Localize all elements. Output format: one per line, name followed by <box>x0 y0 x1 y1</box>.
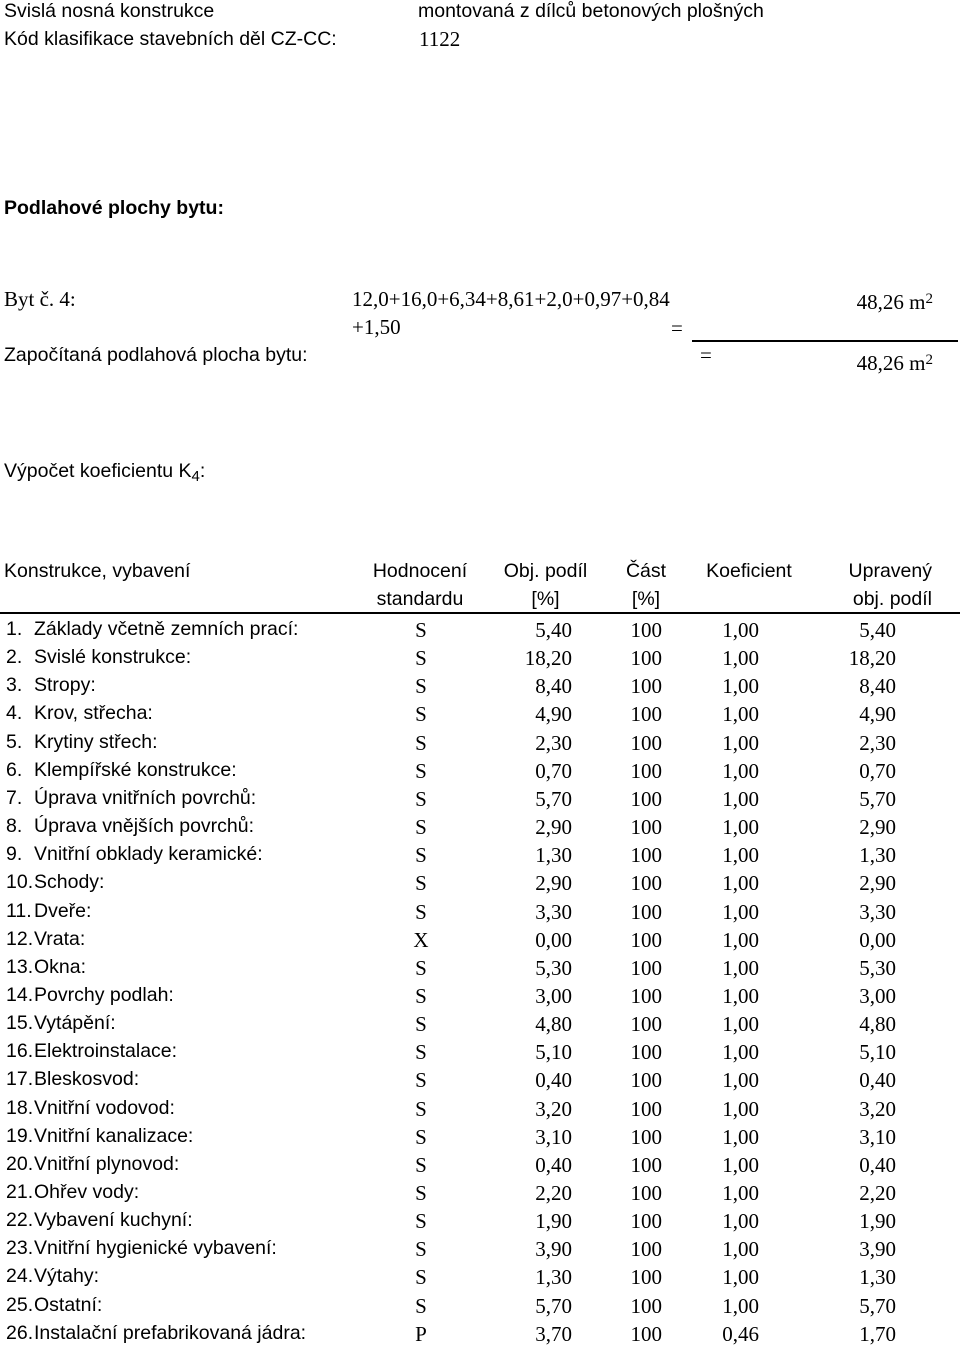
table-row <box>0 1239 960 1267</box>
row-construction: Vytápění: <box>34 1012 116 1035</box>
row-number: 15. <box>6 1012 34 1035</box>
table-row <box>0 1321 960 1352</box>
row-adjusted-share: 2,90 <box>859 815 896 840</box>
row-rating: S <box>415 1237 427 1262</box>
row-construction: Vnitřní plynovod: <box>34 1152 180 1175</box>
row-part: 100 <box>630 1321 662 1346</box>
header-part: Část <box>625 560 667 582</box>
row-coefficient: 1,00 <box>722 674 759 699</box>
table-row <box>0 1293 960 1324</box>
row-coefficient: 1,00 <box>722 1040 759 1065</box>
row-number: 11. <box>6 899 32 922</box>
table-row <box>0 1096 960 1127</box>
row-part: 100 <box>630 1012 662 1037</box>
table-row <box>0 955 960 986</box>
row-part: 100 <box>630 618 662 642</box>
row-share: 8,40 <box>535 674 572 699</box>
row-adjusted-share: 0,40 <box>859 1068 896 1093</box>
counted-area-label: Započítaná podlahová plocha bytu: <box>4 344 308 366</box>
row-coefficient: 1,00 <box>722 871 759 896</box>
classification-value: 1122 <box>419 27 461 51</box>
header-rating-2: standardu <box>376 588 464 610</box>
row-adjusted-share: 0,70 <box>859 758 896 783</box>
row-coefficient: 1,00 <box>722 899 759 924</box>
row-number: 19. <box>6 1124 34 1147</box>
table-row <box>0 620 960 648</box>
row-part: 100 <box>630 1096 662 1121</box>
row-rating: S <box>415 1265 427 1290</box>
row-number: 20. <box>6 1152 34 1175</box>
header-adjusted-2: obj. podíl <box>852 588 932 610</box>
flat-label: Byt č. 4: <box>4 287 76 311</box>
row-rating: S <box>415 1209 427 1234</box>
row-share: 2,20 <box>535 1181 572 1205</box>
row-coefficient: 1,00 <box>722 646 759 671</box>
header-adjusted: Upravený <box>848 560 932 582</box>
row-construction: Ohřev vody: <box>34 1181 140 1203</box>
row-adjusted-share: 1,90 <box>859 1209 896 1234</box>
row-adjusted-share: 5,70 <box>859 1293 896 1318</box>
row-rating: S <box>415 871 427 896</box>
row-rating: S <box>415 983 427 1008</box>
row-rating: S <box>415 646 427 671</box>
row-rating: S <box>415 674 427 699</box>
row-number: 25. <box>6 1293 34 1316</box>
row-part: 100 <box>630 955 662 980</box>
row-adjusted-share: 2,30 <box>859 730 896 755</box>
row-number: 24. <box>6 1265 34 1288</box>
header-construction: Konstrukce, vybavení <box>4 560 191 582</box>
row-part: 100 <box>630 646 662 671</box>
row-adjusted-share: 1,70 <box>859 1321 896 1346</box>
row-coefficient: 1,00 <box>722 1012 759 1037</box>
row-part: 100 <box>630 1265 662 1290</box>
row-part: 100 <box>630 730 662 755</box>
table-row <box>0 1183 960 1211</box>
row-share: 0,70 <box>535 758 572 783</box>
row-adjusted-share: 4,80 <box>859 1012 896 1037</box>
row-part: 100 <box>630 1068 662 1093</box>
row-part: 100 <box>630 1040 662 1065</box>
counted-area-value: 48,26 $m^2$ <box>856 351 933 375</box>
row-number: 14. <box>6 983 34 1006</box>
row-share: 0,00 <box>535 927 572 952</box>
row-part: 100 <box>630 983 662 1008</box>
row-part: 100 <box>630 674 662 699</box>
row-construction: Úprava vnějších povrchů: <box>34 815 255 838</box>
row-construction: Svislé konstrukce: <box>34 646 192 669</box>
row-construction: Základy včetně zemních prací: <box>34 618 299 640</box>
row-adjusted-share: 5,10 <box>859 1040 896 1065</box>
row-adjusted-share: 5,30 <box>859 955 896 980</box>
row-rating: S <box>415 702 427 727</box>
row-rating: S <box>415 786 427 811</box>
row-share: 5,70 <box>535 786 572 811</box>
row-share: 3,10 <box>535 1124 572 1149</box>
table-row <box>0 983 960 1014</box>
row-adjusted-share: 3,90 <box>859 1237 896 1262</box>
row-share: 3,30 <box>535 899 572 924</box>
area-formula-line1: 12,0+16,0+6,34+8,61+2,0+0,97+0,84 <box>352 287 670 311</box>
row-part: 100 <box>630 871 662 896</box>
row-coefficient: 1,00 <box>722 618 759 642</box>
row-construction: Krytiny střech: <box>34 730 158 753</box>
table-row <box>0 1070 960 1098</box>
row-coefficient: 1,00 <box>722 983 759 1008</box>
row-part: 100 <box>630 927 662 952</box>
row-construction: Klempířské konstrukce: <box>34 758 237 781</box>
header-rating: Hodnocení <box>372 560 468 582</box>
row-part: 100 <box>630 1152 662 1177</box>
table-row <box>0 648 960 676</box>
row-share: 18,20 <box>524 646 572 671</box>
row-number: 26. <box>6 1321 34 1344</box>
header-part-2: [%] <box>631 588 661 610</box>
row-rating: S <box>415 1124 427 1149</box>
row-rating: S <box>415 1040 427 1065</box>
area-equals: = <box>671 316 683 340</box>
table-row <box>0 1042 960 1070</box>
floor-area-title: Podlahové plochy bytu: <box>4 197 224 219</box>
row-number: 21. <box>6 1181 34 1203</box>
table-header-rule <box>0 612 960 614</box>
row-share: 0,40 <box>535 1152 572 1177</box>
row-share: 2,90 <box>535 871 572 896</box>
row-part: 100 <box>630 815 662 840</box>
counted-equals: = <box>700 343 712 367</box>
row-construction: Povrchy podlah: <box>34 983 174 1006</box>
row-number: 3. <box>6 674 23 697</box>
row-construction: Vybavení kuchyní: <box>34 1209 193 1232</box>
table-row <box>0 1267 960 1295</box>
row-share: 3,70 <box>535 1321 572 1346</box>
row-construction: Dveře: <box>34 899 92 922</box>
row-number: 1. <box>6 618 23 640</box>
row-number: 6. <box>6 758 23 781</box>
construction-value: montovaná z dílců betonových plošných <box>418 0 764 22</box>
row-coefficient: 1,00 <box>722 927 759 952</box>
row-number: 4. <box>6 702 23 725</box>
row-construction: Vnitřní hygienické vybavení: <box>34 1237 277 1260</box>
row-share: 3,20 <box>535 1096 572 1121</box>
row-share: 5,10 <box>535 1040 572 1065</box>
table-row <box>0 927 960 958</box>
row-rating: S <box>415 1096 427 1121</box>
row-rating: S <box>415 899 427 924</box>
row-adjusted-share: 4,90 <box>859 702 896 727</box>
row-coefficient: 1,00 <box>722 1124 759 1149</box>
row-part: 100 <box>630 1293 662 1318</box>
row-construction: Ostatní: <box>34 1293 103 1316</box>
table-row <box>0 758 960 789</box>
table-row <box>0 704 960 732</box>
row-part: 100 <box>630 1209 662 1234</box>
row-number: 17. <box>6 1068 34 1091</box>
row-share: 0,40 <box>535 1068 572 1093</box>
row-coefficient: 1,00 <box>722 815 759 840</box>
row-construction: Okna: <box>34 955 87 978</box>
row-coefficient: 1,00 <box>722 955 759 980</box>
row-coefficient: 1,00 <box>722 702 759 727</box>
row-construction: Schody: <box>34 871 105 894</box>
row-share: 2,30 <box>535 730 572 755</box>
construction-label: Svislá nosná konstrukce <box>4 0 215 22</box>
row-adjusted-share: 3,30 <box>859 899 896 924</box>
row-coefficient: 1,00 <box>722 730 759 755</box>
row-rating: S <box>415 843 427 868</box>
table-row <box>0 1152 960 1183</box>
row-share: 1,30 <box>535 843 572 868</box>
row-rating: S <box>415 1181 427 1205</box>
row-number: 2. <box>6 646 23 669</box>
row-part: 100 <box>630 899 662 924</box>
row-number: 10. <box>6 871 34 894</box>
row-share: 4,80 <box>535 1012 572 1037</box>
header-share: Obj. podíl <box>503 560 588 582</box>
row-adjusted-share: 1,30 <box>859 843 896 868</box>
area-formula-line2: +1,50 <box>352 315 401 339</box>
row-share: 3,00 <box>535 983 572 1008</box>
row-number: 18. <box>6 1096 34 1119</box>
row-construction: Instalační prefabrikovaná jádra: <box>34 1321 307 1344</box>
row-adjusted-share: 0,00 <box>859 927 896 952</box>
row-construction: Úprava vnitřních povrchů: <box>34 786 257 809</box>
row-number: 13. <box>6 955 34 978</box>
row-number: 9. <box>6 843 23 866</box>
row-part: 100 <box>630 1181 662 1205</box>
row-share: 5,40 <box>535 618 572 642</box>
row-adjusted-share: 5,70 <box>859 786 896 811</box>
row-coefficient: 1,00 <box>722 758 759 783</box>
row-number: 12. <box>6 927 34 950</box>
row-rating: P <box>415 1321 427 1346</box>
row-rating: S <box>415 618 427 642</box>
row-part: 100 <box>630 758 662 783</box>
row-rating: S <box>415 1068 427 1093</box>
row-number: 16. <box>6 1040 34 1063</box>
row-share: 1,90 <box>535 1209 572 1234</box>
row-rating: S <box>415 955 427 980</box>
row-number: 5. <box>6 730 23 753</box>
row-coefficient: 1,00 <box>722 1209 759 1234</box>
row-coefficient: 1,00 <box>722 1068 759 1093</box>
row-number: 7. <box>6 786 23 809</box>
row-adjusted-share: 2,90 <box>859 871 896 896</box>
table-row <box>0 845 960 873</box>
table-row <box>0 1014 960 1042</box>
table-row <box>0 1124 960 1155</box>
row-share: 2,90 <box>535 815 572 840</box>
row-construction: Vnitřní obklady keramické: <box>34 843 263 866</box>
row-construction: Vnitřní kanalizace: <box>34 1124 194 1147</box>
row-rating: S <box>415 730 427 755</box>
row-adjusted-share: 3,20 <box>859 1096 896 1121</box>
row-number: 22. <box>6 1209 34 1232</box>
table-row <box>0 676 960 704</box>
row-share: 5,30 <box>535 955 572 980</box>
row-share: 4,90 <box>535 702 572 727</box>
row-construction: Stropy: <box>34 674 96 697</box>
row-adjusted-share: 1,30 <box>859 1265 896 1290</box>
table-row <box>0 873 960 901</box>
row-part: 100 <box>630 702 662 727</box>
flat-area-value: 48,26 $m^2$ <box>856 290 933 314</box>
classification-label: Kód klasifikace stavebních děl CZ-CC: <box>4 28 337 50</box>
header-coefficient: Koeficient <box>706 560 792 582</box>
row-coefficient: 1,00 <box>722 1096 759 1121</box>
row-share: 5,70 <box>535 1293 572 1318</box>
row-rating: S <box>415 758 427 783</box>
row-coefficient: 1,00 <box>722 1265 759 1290</box>
sum-underline <box>692 340 958 342</box>
row-adjusted-share: 3,10 <box>859 1124 896 1149</box>
row-number: 8. <box>6 815 23 838</box>
row-adjusted-share: 5,40 <box>859 618 896 642</box>
row-share: 1,30 <box>535 1265 572 1290</box>
row-part: 100 <box>630 1237 662 1262</box>
row-coefficient: 1,00 <box>722 1237 759 1262</box>
row-construction: Výtahy: <box>34 1265 100 1288</box>
row-adjusted-share: 3,00 <box>859 983 896 1008</box>
table-row <box>0 730 960 761</box>
row-part: 100 <box>630 1124 662 1149</box>
row-adjusted-share: 8,40 <box>859 674 896 699</box>
row-number: 23. <box>6 1237 34 1260</box>
row-rating: S <box>415 1152 427 1177</box>
row-construction: Bleskosvod: <box>34 1068 140 1091</box>
header-share-2: [%] <box>531 588 560 610</box>
coefficient-title: Výpočet koeficientu $K_4$: <box>4 460 206 485</box>
row-coefficient: 0,46 <box>722 1321 759 1346</box>
table-row <box>0 899 960 930</box>
row-construction: Vnitřní vodovod: <box>34 1096 175 1119</box>
row-coefficient: 1,00 <box>722 1181 759 1205</box>
row-coefficient: 1,00 <box>722 843 759 868</box>
row-construction: Vrata: <box>34 927 86 950</box>
row-coefficient: 1,00 <box>722 1293 759 1318</box>
row-rating: S <box>415 1293 427 1318</box>
row-coefficient: 1,00 <box>722 1152 759 1177</box>
table-row <box>0 817 960 845</box>
row-construction: Krov, střecha: <box>34 702 153 725</box>
row-rating: S <box>415 815 427 840</box>
row-share: 3,90 <box>535 1237 572 1262</box>
row-adjusted-share: 18,20 <box>848 646 896 671</box>
table-row <box>0 1211 960 1239</box>
row-rating: S <box>415 1012 427 1037</box>
row-adjusted-share: 0,40 <box>859 1152 896 1177</box>
row-part: 100 <box>630 786 662 811</box>
row-adjusted-share: 2,20 <box>859 1181 896 1205</box>
row-part: 100 <box>630 843 662 868</box>
table-row <box>0 786 960 817</box>
row-construction: Elektroinstalace: <box>34 1040 178 1063</box>
row-coefficient: 1,00 <box>722 786 759 811</box>
row-rating: X <box>413 927 429 952</box>
